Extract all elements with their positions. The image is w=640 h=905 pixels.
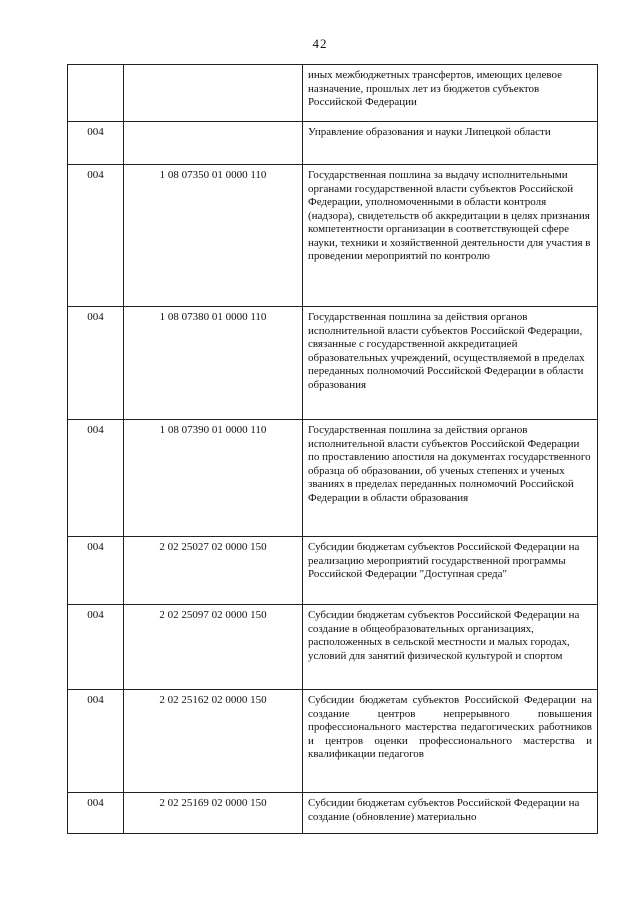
budget-code-cell: 1 08 07390 01 0000 110 bbox=[124, 420, 303, 537]
budget-code-cell: 2 02 25162 02 0000 150 bbox=[124, 690, 303, 793]
table-row bbox=[68, 420, 598, 537]
table-row bbox=[68, 122, 598, 165]
budget-code-cell: 1 08 07380 01 0000 110 bbox=[124, 307, 303, 420]
budget-code-cell: 2 02 25027 02 0000 150 bbox=[124, 537, 303, 605]
budget-code-cell bbox=[124, 122, 303, 165]
description-cell: Субсидии бюджетам субъектов Российской Федерации на создание в общеобразовательных организациях, расположенных в сельской местности и малых городах, условий для занятий физической культурой и спортом bbox=[303, 605, 598, 690]
table-row bbox=[68, 690, 598, 793]
description-cell: Субсидии бюджетам субъектов Российской Федерации на реализацию мероприятий государственной программы Российской Федерации "Доступная среда" bbox=[303, 537, 598, 605]
budget-code-cell: 2 02 25097 02 0000 150 bbox=[124, 605, 303, 690]
table-row bbox=[68, 793, 598, 834]
admin-code-cell: 004 bbox=[68, 165, 124, 307]
budget-codes-table bbox=[67, 64, 598, 834]
description-cell: Государственная пошлина за действия органов исполнительной власти субъектов Российской Федерации по проставлению апостиля на документах государственного образца об образовании, об ученых степенях и ученых званиях в пределах переданных полномочий Российской Федерации в области образования bbox=[303, 420, 598, 537]
page-number: 42 bbox=[312, 36, 328, 51]
table-row bbox=[68, 605, 598, 690]
description-cell: иных межбюджетных трансфертов, имеющих целевое назначение, прошлых лет из бюджетов субъектов Российской Федерации bbox=[303, 65, 598, 122]
description-cell: Государственная пошлина за действия органов исполнительной власти субъектов Российской Федерации, связанные с государственной аккредитацией образовательных учреждений, осуществляемой в пределах переданных полномочий Российской Федерации в области образования bbox=[303, 307, 598, 420]
admin-code-cell: 004 bbox=[68, 793, 124, 834]
description-cell: Управление образования и науки Липецкой области bbox=[303, 122, 598, 165]
admin-code-cell: 004 bbox=[68, 122, 124, 165]
budget-code-cell: 1 08 07350 01 0000 110 bbox=[124, 165, 303, 307]
admin-code-cell: 004 bbox=[68, 307, 124, 420]
table-row bbox=[68, 307, 598, 420]
admin-code-cell: 004 bbox=[68, 420, 124, 537]
description-cell: Субсидии бюджетам субъектов Российской Федерации на создание центров непрерывного повышения профессионального мастерства педагогических работников и центров оценки профессионального мастерства и квалификации педагогов bbox=[303, 690, 598, 793]
budget-code-cell: 2 02 25169 02 0000 150 bbox=[124, 793, 303, 834]
admin-code-cell: 004 bbox=[68, 605, 124, 690]
admin-code-cell: 004 bbox=[68, 690, 124, 793]
table-row bbox=[68, 537, 598, 605]
table-row bbox=[68, 165, 598, 307]
description-cell: Государственная пошлина за выдачу исполнительными органами государственной власти субъектов Российской Федерации, уполномоченными в области контроля (надзора), свидетельств об аккредитации в целях признания компетентности организации в соответствующей сфере науки, техники и хозяйственной деятельности для участия в проведении мероприятий по контролю bbox=[303, 165, 598, 307]
admin-code-cell bbox=[68, 65, 124, 122]
budget-code-cell bbox=[124, 65, 303, 122]
admin-code-cell: 004 bbox=[68, 537, 124, 605]
table-row bbox=[68, 65, 598, 122]
description-cell: Субсидии бюджетам субъектов Российской Федерации на создание (обновление) материально bbox=[303, 793, 598, 834]
